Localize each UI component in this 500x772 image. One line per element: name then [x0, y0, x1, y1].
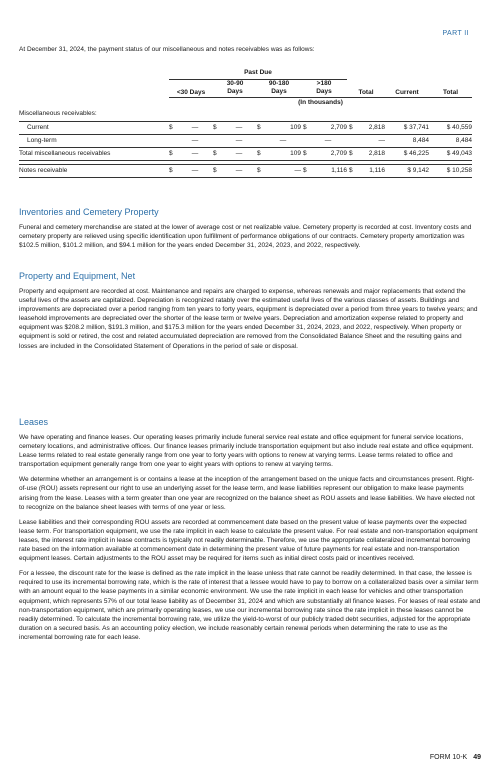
paragraph: Funeral and cemetery merchandise are stated at the lower of average cost or net realizable value. Cemetery property is recorded at cost. Inventory costs and cemetery property are relieved using specific identification upon fulfillment of performance obligations of our contracts. Cemetery property amortization was $102.5 million, $101.2 million, and $94.1 million for the years ended December 31, 2024, 2023, and 2022, respectively. [19, 224, 472, 250]
col-current: Current [395, 88, 419, 96]
col-lt30: <30 Days [176, 88, 206, 96]
paragraph: Property and equipment are recorded at cost. Maintenance and repairs are charged to expense, whereas renewals and major replacements that extend the useful lives of the assets are capitalized. Depreciation is recognized ratably over the estimated useful lives of the various classes of assets. Buildings and improvements are depreciated over a period ranging from ten years to forty years, equipment is depreciated over a period from three years to twelve years; and leasehold improvements are depreciated over the shorter of the lease term or twelve years. Depreciation and amortization expense related to property and equipment was $208.2 million, $191.3 million, and $175.3 million for the years ended December 31, 2024, 2023, and 2022, respectively. When property or equipment is sold or retired, the cost and related accumulated depreciation are removed from the Consolidated Balance Sheet and the resulting gains and losses are included in the Consolidated Statement of Operations in the period of sale or disposal. [19, 288, 478, 350]
section-heading: Leases [19, 417, 49, 427]
col-gt180: >180 Days [316, 80, 332, 95]
paragraph: We have operating and finance leases. Our operating leases primarily include funeral service real estate and office equipment for funeral service locations, cemetery locations, and administrative offices. Our finance leases primarily include transportation equipment but also include real estate and office equipment. Lease terms related to real estate generally range from one year to forty years with options to renew at varying terms. Lease terms related to office and transportation equipment generally range from one year to eight years with options to renew at varying terms. [19, 434, 474, 469]
property-section [19, 271, 481, 351]
form-label: FORM 10-K [429, 754, 468, 761]
table-row: Total miscellaneous receivables $ — $ — $ 109 $ 2,709 $ 2,818 $ 46,225 $ 49,043 [19, 147, 472, 160]
table-row: Current $ — $ — $ 109 $ 2,709 $ 2,818 $ 37,741 $ 40,559 [19, 121, 472, 134]
units-label: (In thousands) [169, 97, 472, 108]
page-number: 49 [473, 754, 481, 761]
col-total: Total [358, 88, 374, 96]
intro-text: At December 31, 2024, the payment status of our miscellaneous and notes receivables was as follows: [19, 46, 315, 53]
col-90-180: 90-180 Days [268, 80, 290, 95]
paragraph: For a lessee, the discount rate for the lease is defined as the rate implicit in the lease unless that rate cannot be readily determined. In that case, the lessee is required to use its incremental borrowing rate, which is the rate of interest that a lessee would have to pay to borrow on a collateralized basis over a similar term with an amount equal to the lease payments in a similar economic environment. We use the rate implicit in each lease for vehicles and other transportation equipment, which represents 57% of our total lease liability as of December 31, 2024 and which are substantially all finance leases. For leases of real estate and non-transportation equipment, which are primarily operating leases, we use our incremental borrowing rate since the rate implicit in these leases cannot be readily determined. To calculate the incremental borrowing rate, we utilize the yield-to-worst of our publicly traded debt securities, adjusted for the appropriate duration on a secured basis. As an accounting policy election, we include reasonably certain renewal periods when determining the rate to use as the incremental borrowing rate for each lease. [19, 570, 481, 641]
section-heading: Inventories and Cemetery Property [19, 207, 159, 217]
part-label: PART II [442, 30, 469, 37]
receivables-table [19, 68, 472, 178]
misc-section-label: Miscellaneous receivables: [19, 110, 97, 118]
col-grand-total: Total [442, 88, 459, 96]
leases-section [19, 417, 481, 642]
table-row: Notes receivable $ — $ — $ — $ 1,116 $ 1,116 $ 9,142 $ 10,258 [19, 164, 472, 177]
paragraph: Lease liabilities and their corresponding ROU assets are recorded at commencement date based on the present value of lease payments over the expected lease term. For transportation equipment, we use the rate implicit in each lease to calculate the present value. For real estate and non-transportation equipment leases, the interest rate implicit in lease contracts is typically not readily determinable. Therefore, we use the appropriate collateralized incremental borrowing rate based on the information available at commencement date in determining the present value of future payments for real estate and non-transportation equipment leases. Certain adjustments to the ROU asset may be required for items such as initial direct costs paid or incentives received. [19, 518, 478, 563]
col-30-90: 30-90 Days [226, 80, 244, 95]
table-row: Long-term — — — — — 8,484 8,484 [19, 134, 472, 147]
past-due-header: Past Due [169, 68, 347, 79]
paragraph: We determine whether an arrangement is or contains a lease at the inception of the arrangement based on the unique facts and circumstances present. Right-of-use (ROU) assets represent our right to use an underlying asset for the lease term, and lease liabilities represent our obligation to make lease payments arising from the lease. Leases with a term greater than one year are recognized on the balance sheet as ROU assets and lease liabilities. We have elected not to recognize on the balance sheet leases with terms of one year or less. [19, 476, 475, 511]
inventories-section [19, 207, 481, 250]
page-footer [430, 754, 481, 761]
section-heading: Property and Equipment, Net [19, 271, 136, 281]
